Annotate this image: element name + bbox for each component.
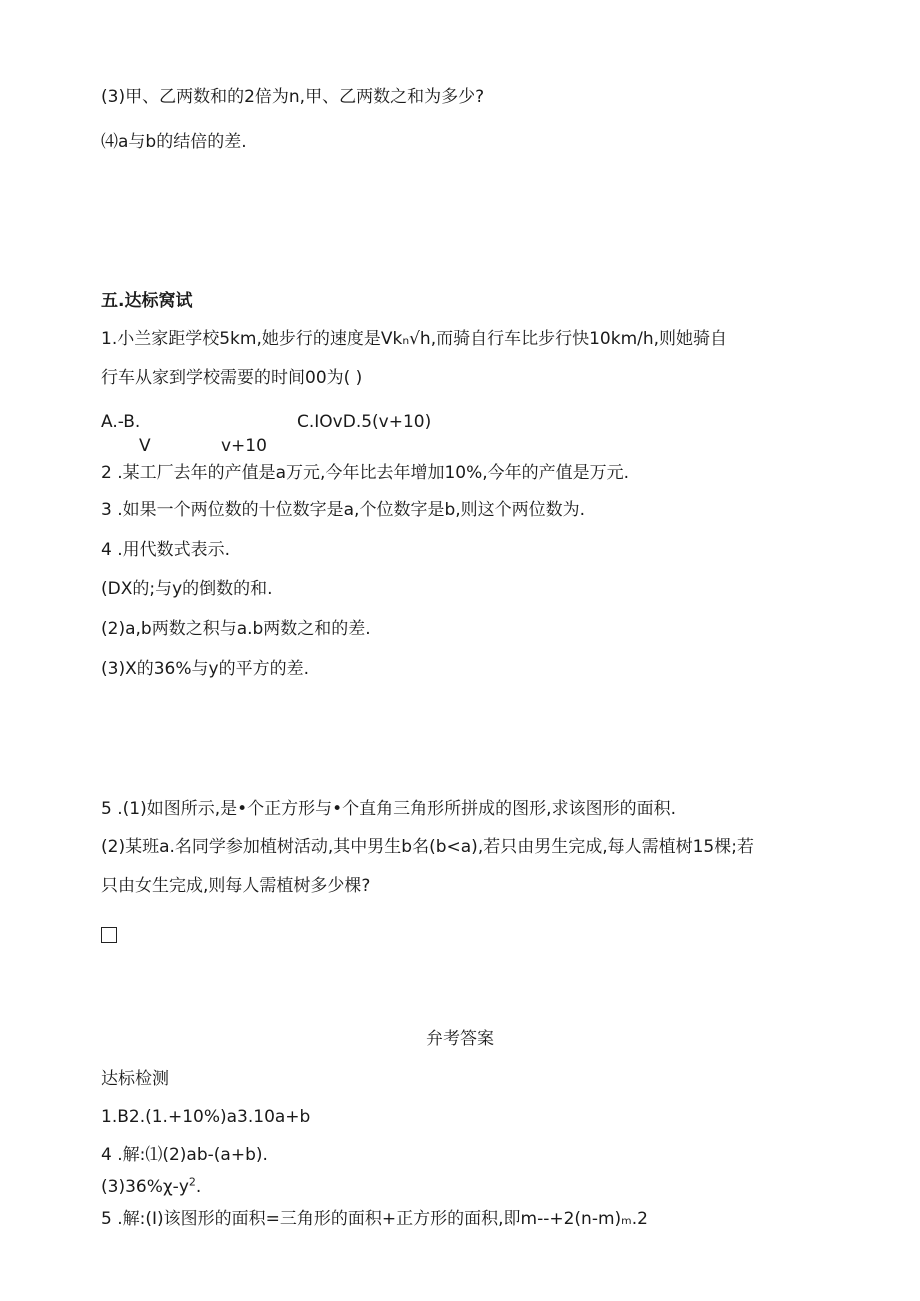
problem-3-line: 3 .如果一个两位数的十位数字是a,个位数字是b,则这个两位数为. — [101, 500, 586, 520]
problem-5-part-2-line-2: 只由女生完成,则每人需植树多少棵? — [101, 876, 371, 896]
problem-4-line: 4 .用代数式表示. — [101, 540, 231, 560]
answer-section-label: 达标检测 — [101, 1069, 169, 1089]
option-b-denominator: v+10 — [221, 436, 267, 456]
question-3-line: (3)甲、乙两数和的2倍为n,甲、乙两数之和为多少? — [101, 87, 485, 107]
answer-4: 4 .解:⑴(2)ab-(a+b). — [101, 1145, 268, 1165]
question-4-line: ⑷a与b的结倍的差. — [101, 132, 247, 152]
figure-placeholder-box — [101, 926, 117, 948]
section-5-title: 五.达标窝试 — [101, 291, 193, 311]
option-a-denominator: V — [139, 436, 151, 456]
answer-1-3: 1.B2.(1.+10%)a3.10a+b — [101, 1107, 311, 1127]
answer-title: 弁考答案 — [426, 1029, 494, 1049]
problem-4-part-2: (2)a,b两数之积与a.b两数之和的差. — [101, 619, 371, 639]
problem-2-line: 2 .某工厂去年的产值是a万元,今年比去年增加10%,今年的产值是万元. — [101, 463, 630, 483]
answer-4-part-3-end: . — [195, 1177, 202, 1197]
answer-4-part-3-exponent: 2 — [188, 1175, 196, 1189]
problem-4-part-3: (3)X的36%与y的平方的差. — [101, 659, 309, 679]
answer-5: 5 .解:(I)该图形的面积=三角形的面积+正方形的面积,即m--+2(n-m)ₘ.2 — [101, 1209, 648, 1229]
problem-1-line-1: 1.小兰家距学校5km,她步行的速度是Vkₙ√h,而骑自行车比步行快10km/h,则她骑自 — [101, 329, 728, 349]
problem-1-options-a-b: A.-B. — [101, 412, 141, 432]
problem-5-part-2-line-1: (2)某班a.名同学参加植树活动,其中男生b名(b<a),若只由男生完成,每人需植树15棵;若 — [101, 837, 754, 857]
answer-4-part-3 — [101, 1176, 201, 1198]
problem-4-part-1: (DX的;与y的倒数的和. — [101, 579, 273, 599]
answer-4-part-3-main: (3)36%χ-y — [101, 1177, 189, 1197]
problem-1-options-c-d: C.IOvD.5(v+10) — [297, 412, 432, 432]
problem-5-part-1: 5 .(1)如图所示,是•个正方形与•个直角三角形所拼成的图形,求该图形的面积. — [101, 799, 676, 819]
problem-1-line-2: 行车从家到学校需要的时间00为( ) — [101, 368, 363, 388]
